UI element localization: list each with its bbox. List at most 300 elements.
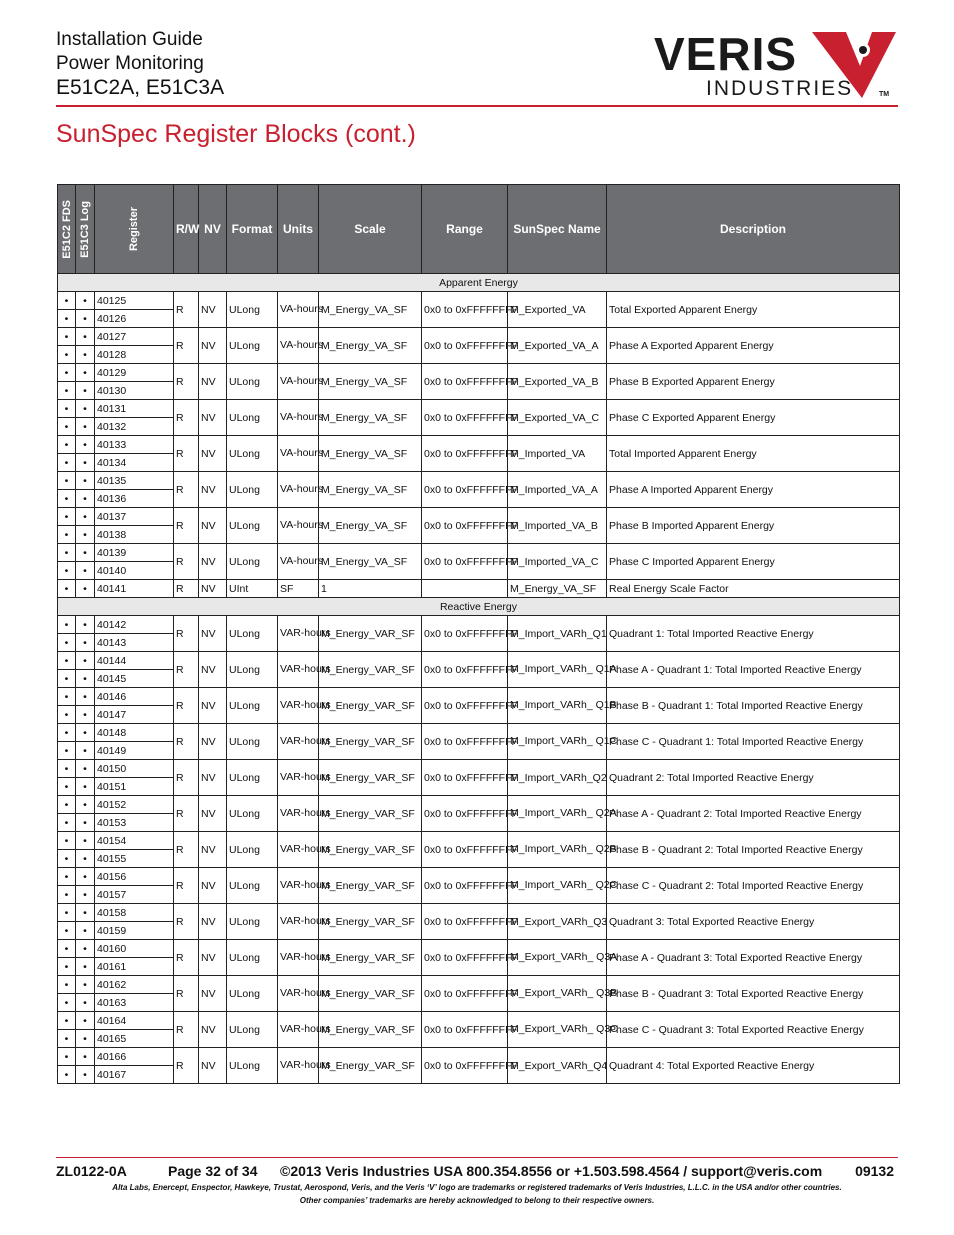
fds-bullet: •	[58, 1012, 76, 1030]
log-bullet: •	[76, 634, 95, 652]
description-cell: Total Exported Apparent Energy	[607, 292, 900, 328]
units-cell: VAR-hours	[278, 940, 319, 976]
range-cell: 0x0 to 0xFFFFFFFF	[422, 1012, 508, 1048]
header-rule	[56, 105, 898, 107]
log-bullet: •	[76, 688, 95, 706]
contact-info: ©2013 Veris Industries USA 800.354.8556 or +1.503.598.4564 / support@veris.com	[280, 1163, 823, 1179]
range-cell: 0x0 to 0xFFFFFFFF	[422, 1048, 508, 1084]
log-bullet: •	[76, 382, 95, 400]
fds-bullet: •	[58, 850, 76, 868]
description-cell: Phase C - Quadrant 2: Total Imported Reactive Energy	[607, 868, 900, 904]
format-cell: ULong	[227, 364, 278, 400]
table-row	[58, 688, 900, 706]
register-number: 40135	[95, 472, 174, 490]
sunspec-name-cell: M_Exported_VA_C	[508, 400, 607, 436]
scale-cell: M_Energy_VAR_SF	[319, 616, 422, 652]
log-bullet: •	[76, 328, 95, 346]
scale-cell: M_Energy_VAR_SF	[319, 1048, 422, 1084]
range-cell: 0x0 to 0xFFFFFFFF	[422, 688, 508, 724]
col-nv: NV	[199, 185, 227, 274]
sunspec-name-cell: M_Imported_VA_B	[508, 508, 607, 544]
register-number: 40143	[95, 634, 174, 652]
units-cell: VAR-hours	[278, 868, 319, 904]
register-number: 40153	[95, 814, 174, 832]
units-cell: VAR-hours	[278, 616, 319, 652]
format-cell: ULong	[227, 472, 278, 508]
scale-cell: M_Energy_VAR_SF	[319, 868, 422, 904]
fds-bullet: •	[58, 742, 76, 760]
log-bullet: •	[76, 796, 95, 814]
register-number: 40158	[95, 904, 174, 922]
log-bullet: •	[76, 832, 95, 850]
sunspec-name-cell: M_Import_VARh_ Q1A	[508, 652, 607, 688]
table-row	[58, 940, 900, 958]
units-cell: VAR-hours	[278, 1012, 319, 1048]
register-number: 40147	[95, 706, 174, 724]
group-title: Reactive Energy	[58, 598, 900, 616]
format-cell: ULong	[227, 688, 278, 724]
fds-bullet: •	[58, 346, 76, 364]
description-cell: Phase B - Quadrant 2: Total Imported Reactive Energy	[607, 832, 900, 868]
register-number: 40149	[95, 742, 174, 760]
fds-bullet: •	[58, 490, 76, 508]
fds-bullet: •	[58, 904, 76, 922]
format-cell: ULong	[227, 508, 278, 544]
description-cell: Quadrant 4: Total Exported Reactive Energy	[607, 1048, 900, 1084]
doc-id: ZL0122-0A	[56, 1163, 127, 1179]
log-bullet: •	[76, 994, 95, 1012]
register-number: 40161	[95, 958, 174, 976]
sunspec-name-cell: M_Import_VARh_ Q1C	[508, 724, 607, 760]
fds-bullet: •	[58, 994, 76, 1012]
rw-cell: R	[174, 1048, 199, 1084]
format-cell: ULong	[227, 616, 278, 652]
register-number: 40156	[95, 868, 174, 886]
description-cell: Phase A Exported Apparent Energy	[607, 328, 900, 364]
rw-cell: R	[174, 616, 199, 652]
range-cell: 0x0 to 0xFFFFFFFF	[422, 976, 508, 1012]
register-number: 40141	[95, 580, 174, 598]
scale-cell: M_Energy_VAR_SF	[319, 688, 422, 724]
scale-cell: M_Energy_VAR_SF	[319, 724, 422, 760]
format-cell: ULong	[227, 976, 278, 1012]
sunspec-name-cell: M_Energy_VA_SF	[508, 580, 607, 598]
nv-cell: NV	[199, 1048, 227, 1084]
format-cell: UInt	[227, 580, 278, 598]
units-cell: VA-hours	[278, 364, 319, 400]
format-cell: ULong	[227, 652, 278, 688]
log-bullet: •	[76, 886, 95, 904]
sunspec-name-cell: M_Import_VARh_ Q1B	[508, 688, 607, 724]
scale-cell: M_Energy_VA_SF	[319, 364, 422, 400]
table-row	[58, 292, 900, 310]
section-title: SunSpec Register Blocks (cont.)	[56, 120, 416, 148]
table-row	[58, 436, 900, 454]
log-bullet: •	[76, 670, 95, 688]
format-cell: ULong	[227, 1012, 278, 1048]
log-bullet: •	[76, 1012, 95, 1030]
log-bullet: •	[76, 706, 95, 724]
table-row	[58, 796, 900, 814]
range-cell: 0x0 to 0xFFFFFFFF	[422, 436, 508, 472]
register-number: 40140	[95, 562, 174, 580]
description-cell: Phase A - Quadrant 3: Total Exported Reactive Energy	[607, 940, 900, 976]
scale-cell: M_Energy_VAR_SF	[319, 940, 422, 976]
fds-bullet: •	[58, 472, 76, 490]
table-row	[58, 580, 900, 598]
log-bullet: •	[76, 490, 95, 508]
register-number: 40136	[95, 490, 174, 508]
range-cell: 0x0 to 0xFFFFFFFF	[422, 292, 508, 328]
trademark-note-2: Other companies’ trademarks are hereby acknowledged to belong to their respective owners.	[299, 1196, 655, 1205]
nv-cell: NV	[199, 904, 227, 940]
log-bullet: •	[76, 526, 95, 544]
col-register: Register	[95, 185, 174, 274]
fds-bullet: •	[58, 652, 76, 670]
rw-cell: R	[174, 1012, 199, 1048]
units-cell: VAR-hours	[278, 760, 319, 796]
register-number: 40126	[95, 310, 174, 328]
table-row	[58, 652, 900, 670]
register-number: 40132	[95, 418, 174, 436]
fds-bullet: •	[58, 724, 76, 742]
rw-cell: R	[174, 328, 199, 364]
doc-code: 09132	[855, 1163, 894, 1179]
col-format: Format	[227, 185, 278, 274]
description-cell: Phase B - Quadrant 1: Total Imported Reactive Energy	[607, 688, 900, 724]
fds-bullet: •	[58, 454, 76, 472]
page-number: Page 32 of 34	[168, 1163, 258, 1179]
description-cell: Real Energy Scale Factor	[607, 580, 900, 598]
log-bullet: •	[76, 868, 95, 886]
scale-cell: M_Energy_VAR_SF	[319, 652, 422, 688]
rw-cell: R	[174, 760, 199, 796]
col-description: Description	[607, 185, 900, 274]
log-bullet: •	[76, 742, 95, 760]
range-cell: 0x0 to 0xFFFFFFFF	[422, 652, 508, 688]
col-range: Range	[422, 185, 508, 274]
table-row	[58, 544, 900, 562]
fds-bullet: •	[58, 886, 76, 904]
fds-bullet: •	[58, 292, 76, 310]
logo-text: VERIS	[654, 28, 798, 80]
log-bullet: •	[76, 454, 95, 472]
description-cell: Phase A - Quadrant 2: Total Imported Reactive Energy	[607, 796, 900, 832]
nv-cell: NV	[199, 508, 227, 544]
rw-cell: R	[174, 976, 199, 1012]
register-number: 40167	[95, 1066, 174, 1084]
fds-bullet: •	[58, 526, 76, 544]
register-number: 40129	[95, 364, 174, 382]
register-number: 40145	[95, 670, 174, 688]
description-cell: Phase C Imported Apparent Energy	[607, 544, 900, 580]
fds-bullet: •	[58, 364, 76, 382]
log-bullet: •	[76, 814, 95, 832]
sunspec-name-cell: M_Imported_VA_C	[508, 544, 607, 580]
units-cell: VA-hours	[278, 472, 319, 508]
log-bullet: •	[76, 760, 95, 778]
nv-cell: NV	[199, 796, 227, 832]
fds-bullet: •	[58, 508, 76, 526]
rw-cell: R	[174, 688, 199, 724]
fds-bullet: •	[58, 832, 76, 850]
nv-cell: NV	[199, 940, 227, 976]
register-number: 40133	[95, 436, 174, 454]
table-row	[58, 472, 900, 490]
rw-cell: R	[174, 580, 199, 598]
fds-bullet: •	[58, 670, 76, 688]
description-cell: Phase C - Quadrant 3: Total Exported Reactive Energy	[607, 1012, 900, 1048]
log-bullet: •	[76, 580, 95, 598]
fds-bullet: •	[58, 976, 76, 994]
scale-cell: M_Energy_VAR_SF	[319, 976, 422, 1012]
fds-bullet: •	[58, 562, 76, 580]
col-units: Units	[278, 185, 319, 274]
nv-cell: NV	[199, 724, 227, 760]
nv-cell: NV	[199, 652, 227, 688]
range-cell: 0x0 to 0xFFFFFFFF	[422, 472, 508, 508]
range-cell: 0x0 to 0xFFFFFFFF	[422, 760, 508, 796]
nv-cell: NV	[199, 616, 227, 652]
fds-bullet: •	[58, 382, 76, 400]
scale-cell: M_Energy_VAR_SF	[319, 904, 422, 940]
range-cell	[422, 580, 508, 598]
nv-cell: NV	[199, 580, 227, 598]
register-number: 40144	[95, 652, 174, 670]
rw-cell: R	[174, 292, 199, 328]
header-line-1: Installation Guide	[56, 29, 203, 50]
sunspec-name-cell: M_Export_VARh_ Q3A	[508, 940, 607, 976]
col-scale: Scale	[319, 185, 422, 274]
table-row	[58, 868, 900, 886]
log-bullet: •	[76, 1030, 95, 1048]
scale-cell: M_Energy_VA_SF	[319, 508, 422, 544]
register-number: 40139	[95, 544, 174, 562]
scale-cell: M_Energy_VA_SF	[319, 328, 422, 364]
nv-cell: NV	[199, 868, 227, 904]
group-title: Apparent Energy	[58, 274, 900, 292]
table-row	[58, 976, 900, 994]
col-rw: R/W	[174, 185, 199, 274]
register-number: 40162	[95, 976, 174, 994]
sunspec-name-cell: M_Export_VARh_Q3	[508, 904, 607, 940]
format-cell: ULong	[227, 760, 278, 796]
units-cell: VA-hours	[278, 544, 319, 580]
range-cell: 0x0 to 0xFFFFFFFF	[422, 328, 508, 364]
scale-cell: M_Energy_VA_SF	[319, 400, 422, 436]
log-bullet: •	[76, 508, 95, 526]
fds-bullet: •	[58, 958, 76, 976]
format-cell: ULong	[227, 796, 278, 832]
register-number: 40164	[95, 1012, 174, 1030]
rw-cell: R	[174, 832, 199, 868]
fds-bullet: •	[58, 922, 76, 940]
sunspec-name-cell: M_Export_VARh_ Q3B	[508, 976, 607, 1012]
rw-cell: R	[174, 544, 199, 580]
range-cell: 0x0 to 0xFFFFFFFF	[422, 904, 508, 940]
table-row	[58, 328, 900, 346]
sunspec-name-cell: M_Export_VARh_Q4	[508, 1048, 607, 1084]
description-cell: Phase B - Quadrant 3: Total Exported Reactive Energy	[607, 976, 900, 1012]
range-cell: 0x0 to 0xFFFFFFFF	[422, 400, 508, 436]
sunspec-name-cell: M_Import_VARh_ Q2B	[508, 832, 607, 868]
units-cell: VA-hours	[278, 400, 319, 436]
sunspec-name-cell: M_Exported_VA	[508, 292, 607, 328]
nv-cell: NV	[199, 436, 227, 472]
document-header	[56, 28, 224, 100]
description-cell: Phase C - Quadrant 1: Total Imported Reactive Energy	[607, 724, 900, 760]
range-cell: 0x0 to 0xFFFFFFFF	[422, 832, 508, 868]
trademark-note: Alta Labs, Enercept, Enspector, Hawkeye, Trustat, Aerospond, Veris, and the Veris ‘V’ logo are trademarks or registered trademarks of Veris Industries, L.L.C. in the USA and/or other countries.	[112, 1183, 842, 1192]
rw-cell: R	[174, 400, 199, 436]
log-bullet: •	[76, 364, 95, 382]
nv-cell: NV	[199, 544, 227, 580]
description-cell: Phase B Imported Apparent Energy	[607, 508, 900, 544]
fds-bullet: •	[58, 706, 76, 724]
register-number: 40160	[95, 940, 174, 958]
veris-logo	[650, 26, 900, 102]
fds-bullet: •	[58, 400, 76, 418]
range-cell: 0x0 to 0xFFFFFFFF	[422, 616, 508, 652]
format-cell: ULong	[227, 832, 278, 868]
description-cell: Phase A - Quadrant 1: Total Imported Reactive Energy	[607, 652, 900, 688]
rw-cell: R	[174, 796, 199, 832]
sunspec-name-cell: M_Import_VARh_Q2	[508, 760, 607, 796]
format-cell: ULong	[227, 400, 278, 436]
table-row	[58, 904, 900, 922]
units-cell: VAR-hours	[278, 796, 319, 832]
nv-cell: NV	[199, 472, 227, 508]
footer-rule	[56, 1157, 898, 1158]
fds-bullet: •	[58, 796, 76, 814]
register-number: 40163	[95, 994, 174, 1012]
register-number: 40150	[95, 760, 174, 778]
format-cell: ULong	[227, 436, 278, 472]
register-number: 40131	[95, 400, 174, 418]
register-number: 40138	[95, 526, 174, 544]
sunspec-name-cell: M_Exported_VA_B	[508, 364, 607, 400]
units-cell: VAR-hours	[278, 832, 319, 868]
units-cell: VAR-hours	[278, 652, 319, 688]
nv-cell: NV	[199, 364, 227, 400]
register-number: 40159	[95, 922, 174, 940]
format-cell: ULong	[227, 328, 278, 364]
log-bullet: •	[76, 778, 95, 796]
register-table	[57, 184, 900, 1084]
sunspec-name-cell: M_Export_VARh_ Q3C	[508, 1012, 607, 1048]
fds-bullet: •	[58, 868, 76, 886]
scale-cell: M_Energy_VAR_SF	[319, 796, 422, 832]
units-cell: VA-hours	[278, 292, 319, 328]
units-cell: VA-hours	[278, 508, 319, 544]
sunspec-name-cell: M_Imported_VA_A	[508, 472, 607, 508]
sunspec-name-cell: M_Imported_VA	[508, 436, 607, 472]
fds-bullet: •	[58, 1048, 76, 1066]
rw-cell: R	[174, 364, 199, 400]
fds-bullet: •	[58, 1030, 76, 1048]
scale-cell: M_Energy_VA_SF	[319, 292, 422, 328]
register-number: 40154	[95, 832, 174, 850]
description-cell: Quadrant 2: Total Imported Reactive Energy	[607, 760, 900, 796]
rw-cell: R	[174, 904, 199, 940]
log-bullet: •	[76, 652, 95, 670]
table-row	[58, 616, 900, 634]
register-number: 40166	[95, 1048, 174, 1066]
description-cell: Phase A Imported Apparent Energy	[607, 472, 900, 508]
fds-bullet: •	[58, 1066, 76, 1084]
logo-sub: INDUSTRIES	[706, 77, 854, 100]
header-line-3: E51C2A, E51C3A	[56, 76, 225, 99]
fds-bullet: •	[58, 634, 76, 652]
register-number: 40127	[95, 328, 174, 346]
register-number: 40134	[95, 454, 174, 472]
units-cell: SF	[278, 580, 319, 598]
range-cell: 0x0 to 0xFFFFFFFF	[422, 868, 508, 904]
description-cell: Total Imported Apparent Energy	[607, 436, 900, 472]
log-bullet: •	[76, 346, 95, 364]
table-row	[58, 400, 900, 418]
col-fds: E51C2 FDS	[58, 185, 76, 274]
format-cell: ULong	[227, 1048, 278, 1084]
rw-cell: R	[174, 868, 199, 904]
nv-cell: NV	[199, 400, 227, 436]
scale-cell: 1	[319, 580, 422, 598]
table-row	[58, 364, 900, 382]
scale-cell: M_Energy_VA_SF	[319, 472, 422, 508]
header-line-2: Power Monitoring	[56, 53, 204, 74]
units-cell: VAR-hours	[278, 976, 319, 1012]
log-bullet: •	[76, 562, 95, 580]
table-row	[58, 832, 900, 850]
log-bullet: •	[76, 1066, 95, 1084]
fds-bullet: •	[58, 310, 76, 328]
units-cell: VAR-hours	[278, 724, 319, 760]
log-bullet: •	[76, 472, 95, 490]
log-bullet: •	[76, 724, 95, 742]
group-header-row	[58, 274, 900, 292]
log-bullet: •	[76, 922, 95, 940]
format-cell: ULong	[227, 292, 278, 328]
format-cell: ULong	[227, 544, 278, 580]
format-cell: ULong	[227, 904, 278, 940]
fds-bullet: •	[58, 616, 76, 634]
log-bullet: •	[76, 976, 95, 994]
log-bullet: •	[76, 850, 95, 868]
rw-cell: R	[174, 724, 199, 760]
register-number: 40128	[95, 346, 174, 364]
rw-cell: R	[174, 508, 199, 544]
fds-bullet: •	[58, 760, 76, 778]
log-bullet: •	[76, 310, 95, 328]
col-sunspec: SunSpec Name	[508, 185, 607, 274]
register-number: 40130	[95, 382, 174, 400]
units-cell: VA-hours	[278, 436, 319, 472]
units-cell: VAR-hours	[278, 1048, 319, 1084]
format-cell: ULong	[227, 940, 278, 976]
register-number: 40142	[95, 616, 174, 634]
register-number: 40151	[95, 778, 174, 796]
units-cell: VAR-hours	[278, 904, 319, 940]
log-bullet: •	[76, 292, 95, 310]
nv-cell: NV	[199, 976, 227, 1012]
table-row	[58, 508, 900, 526]
table-header-row	[58, 185, 900, 274]
format-cell: ULong	[227, 868, 278, 904]
logo-tm: TM	[879, 91, 890, 98]
register-number: 40137	[95, 508, 174, 526]
log-bullet: •	[76, 940, 95, 958]
col-log: E51C3 Log	[76, 185, 95, 274]
